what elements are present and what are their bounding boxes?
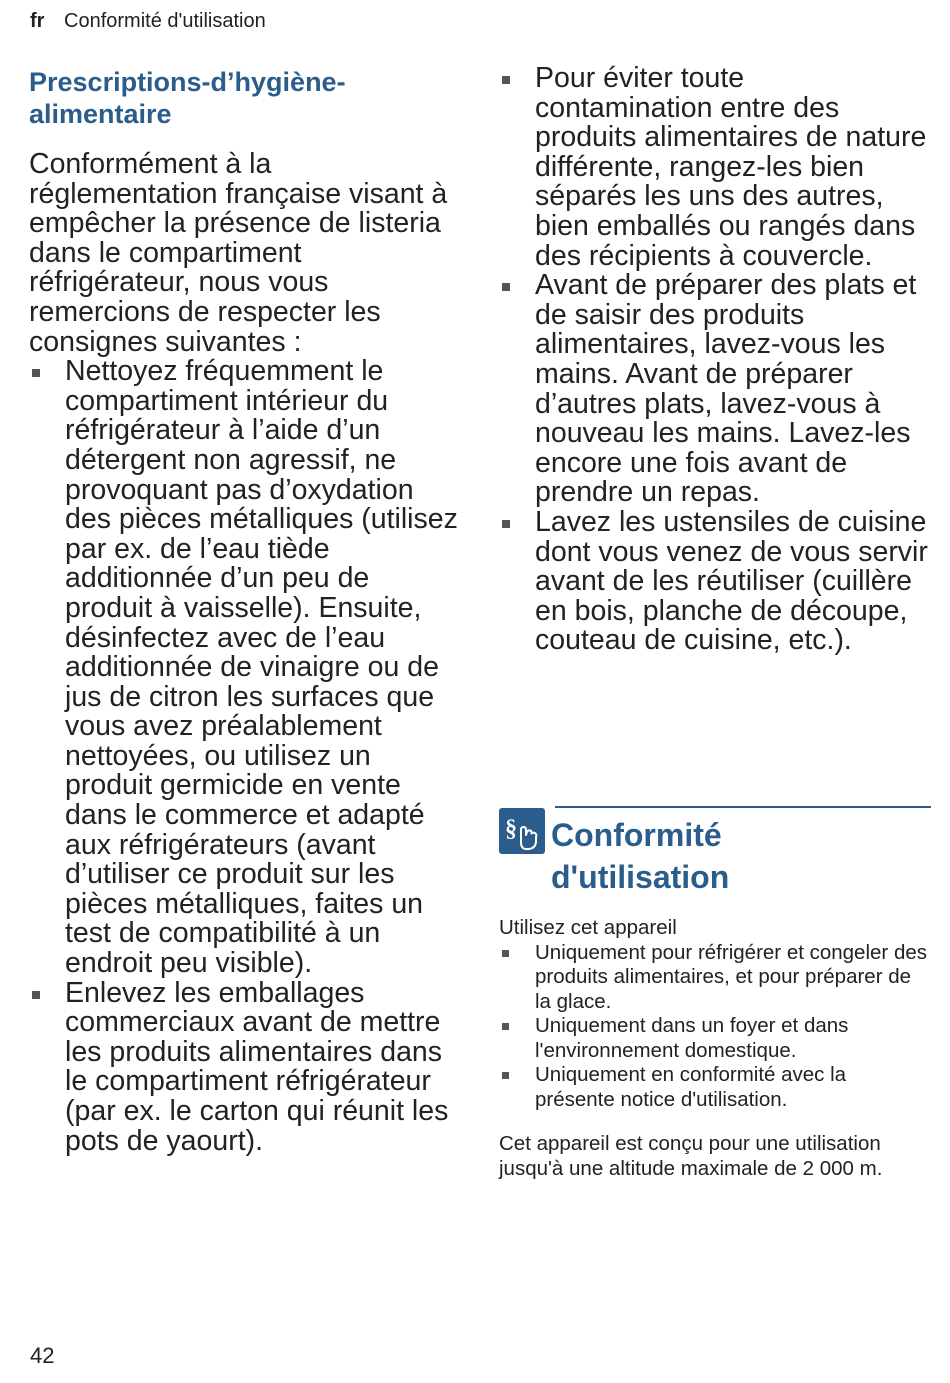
square-bullet-icon (502, 1072, 509, 1079)
list-item: Uniquement en conformité avec la présente notice d'utilisation. (499, 1063, 931, 1112)
list-item: Pour éviter toute contamination entre des produits alimentaires de nature différente, rangez-les bien séparés les uns des autres, bien emballés ou rangés dans des récipients à couvercle. (499, 64, 929, 271)
hygiene-intro: Conformément à la réglementation française visant à empêcher la présence de listeria dans le compartiment réfrigérateur, nous vous remercions de respecter les consignes suivantes : (29, 148, 448, 358)
list-item: Avant de préparer des plats et de saisir des produits alimentaires, lavez-vous les mains. Avant de préparer d’autres plats, lavez-vous à nouveau les mains. Lavez-les encore une fois avant de prendre un repas. (499, 271, 929, 508)
left-column (29, 66, 459, 1156)
hygiene-bullet-list (29, 357, 459, 1156)
list-item: Uniquement dans un foyer et dans l'environnement domestique. (499, 1014, 931, 1063)
list-item: Enlevez les emballages commerciaux avant de mettre les produits alimentaires dans le compartiment réfrigérateur (par ex. le carton qui réunit les pots de yaourt). (29, 979, 459, 1157)
running-header (30, 10, 266, 33)
list-item: Uniquement pour réfrigérer et congeler des produits alimentaires, et pour préparer de la glace. (499, 941, 931, 1015)
conformity-title: Conformité d'utilisation (551, 817, 730, 895)
altitude-note: Cet appareil est conçu pour une utilisation jusqu'à une altitude maximale de 2 000 m. (499, 1132, 883, 1180)
page-number: 42 (30, 1343, 55, 1368)
list-item: Lavez les ustensiles de cuisine dont vous venez de vous servir avant de les réutiliser (cuillère en bois, planche de découpe, couteau de cuisine, etc.). (499, 508, 929, 656)
section-rule (555, 806, 931, 808)
square-bullet-icon (502, 520, 510, 528)
hygiene-body (29, 150, 459, 1156)
square-bullet-icon (502, 283, 510, 291)
square-bullet-icon (502, 1023, 509, 1030)
hygiene-bullet-list-continued (499, 64, 929, 656)
language-code: fr (30, 10, 45, 32)
right-column (499, 64, 929, 656)
section-hand-icon (499, 808, 545, 854)
conformity-lead: Utilisez cet appareil (499, 916, 677, 939)
hygiene-body-continued (499, 64, 929, 656)
square-bullet-icon (32, 369, 40, 377)
hygiene-title: Prescriptions-d’hygiène-alimentaire (29, 67, 346, 129)
header-title: Conformité d'utilisation (64, 10, 266, 32)
square-bullet-icon (502, 950, 509, 957)
square-bullet-icon (502, 76, 510, 84)
svg-text:§: § (505, 816, 517, 842)
list-item: Nettoyez fréquemment le compartiment intérieur du réfrigérateur à l’aide d’un détergent non agressif, ne provoquant pas d’oxydation des pièces métalliques (utilisez par ex. de l’eau tiède additionnée d’un peu de produit à vaisselle). Ensuite, désinfectez avec de l’eau additionnée de vinaigre ou de jus de citron les surfaces que vous avez préalablement nettoyées, ou utilisez un produit germicide en vente dans le commerce et adapté aux réfrigérateurs (avant d’utiliser ce produit sur les pièces métalliques, faites un test de compatibilité à un endroit peu visible). (29, 357, 459, 978)
square-bullet-icon (32, 991, 40, 999)
conformity-bullet-list (499, 941, 931, 1113)
conformity-body (499, 916, 931, 1181)
